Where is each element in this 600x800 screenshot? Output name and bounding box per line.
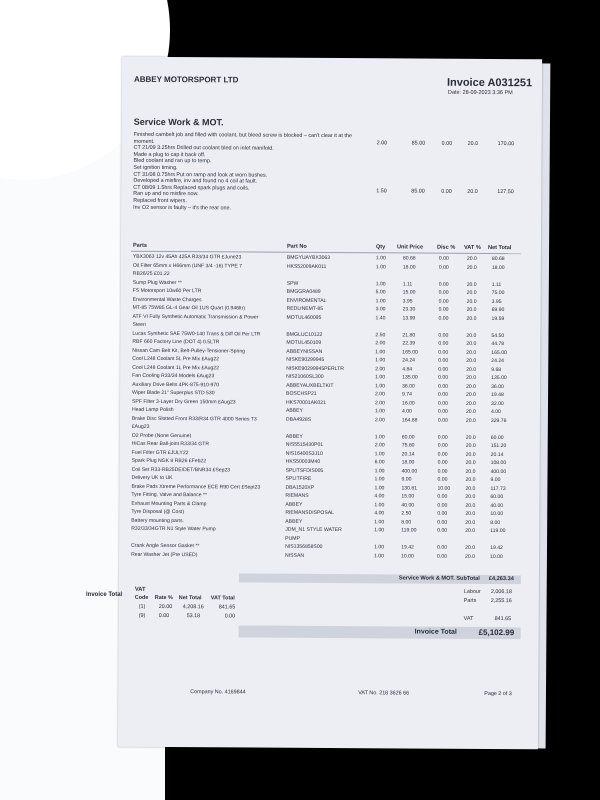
header-unit-price: Unit Price [396,244,424,251]
part-number: HKS52009AK011 [286,263,327,270]
part-description: Exhaust Mounting Parts & Clamp [131,500,207,507]
part-unit-price: 60.00 [401,433,415,441]
part-vat: 20.0 [466,349,477,356]
part-description: Delivery UK to UK [131,474,173,482]
invoice-number: Invoice A031251 [446,76,533,90]
part-disc: 0.00 [438,255,449,262]
service-description-text: Finished cambelt job and filled with coolant, but bleed screw is blocked – can't clear it at the moment. CT 21/09 3.25hrs Drilled out coolant bled on inlet manifold. Made a plug to cap it back off. Bled coolant and ran up to temp. Set ignition timing. CT 31/08 0.75hrs Put on ramp and look at worn bushes. Developed a misfire, inv and found no 4 coil at fault. CT 08/09 1.5hrs Replaced spark plugs and coils. Ran up and no misfire now. Replaced front wipers. Inv O2 sensor is faulty – it's the rear one. [133,131,352,211]
service-description [133,132,358,212]
part-description: Coil Set R33-RB25DE/DET/BNR34 £Sep23 [131,466,231,473]
part-vat: 20.0 [465,519,476,526]
part-unit-price: 40.00 [401,501,415,509]
part-qty: 1.00 [374,552,385,559]
part-description: Brake Pads Xtreme Performance ECE R90 Cert £Sept23 [131,483,261,491]
part-description: Steeri [132,321,146,328]
part-description: Tyre Disposal (@ Cost) [131,508,185,516]
part-net-total: 10.00 [490,510,504,518]
part-disc: 0.00 [437,408,448,415]
part-disc: 0.00 [437,519,448,526]
parts-label: Parts [463,597,477,604]
part-net-total: 165.00 [491,349,507,356]
part-net-total: 60.00 [490,493,504,501]
part-disc: 0.00 [437,434,448,441]
part-unit-price: 8.00 [401,518,412,525]
part-number: PUMP [285,535,300,542]
vat-number: VAT No. 218 3626 66 [358,690,410,697]
part-net-total: 3.95 [491,298,502,305]
part-net-total: 9.68 [491,366,502,373]
part-net-total: 1.11 [491,281,502,288]
part-number: NIS5515430P01 [285,441,324,448]
section-title: Service Work & MOT. [133,116,224,128]
part-unit-price: 130.81 [401,484,418,492]
part-number: NIS16400S3J10 [285,450,323,457]
labour-price: 85.00 [411,140,426,147]
part-description: SPF Filter 3-Layer Dry Green 150mm £Aug23 [131,398,236,405]
part-description: MT-85 75W85 GL-4 Gear Oil 1US Quart (0.946ltr) [132,304,245,312]
part-description: Battery mounting parts. [131,517,184,524]
part-unit-price: 22.39 [402,340,416,347]
vat-label: VAT [463,615,474,622]
part-net-total: 4.00 [490,408,501,416]
vat-row-rate: 0.00 [158,612,170,620]
part-description: Crank Angle Sensor Gasket ** [131,542,200,550]
part-unit-price: 2.50 [401,510,412,517]
header-parts: Parts [132,242,147,249]
part-unit-price: 18.00 [402,263,416,271]
part-number: MOTUL460095 [286,314,322,321]
part-unit-price: 3.95 [402,297,413,305]
part-vat: 20.0 [466,289,477,296]
part-vat: 20.0 [466,264,477,271]
part-vat: 20.0 [466,383,477,390]
part-net-total: 54.50 [491,332,505,339]
part-vat: 20.0 [466,374,477,381]
part-number: ABBEY [285,407,303,414]
part-vat: 20.0 [465,493,476,500]
part-vat: 20.0 [465,485,476,492]
part-qty: 6.00 [374,459,385,466]
vat-header-vat: VAT Total [210,595,235,602]
part-description: Fuel Filter GTR £JULY22 [131,449,189,456]
part-unit-price: 10.00 [401,552,414,560]
part-disc: 0.00 [438,281,449,288]
invoice-total-value: £5,102.99 [478,627,515,638]
part-number: BMGGRA0489 [286,288,321,295]
part-unit-price: 15.00 [401,493,415,500]
part-number: ENVIROMENTAL [286,297,327,304]
part-number: SPLITSFDIS005 [285,467,324,474]
part-disc: 0.00 [438,366,449,373]
part-vat: 20.0 [465,400,476,407]
part-unit-price: 9.00 [401,476,412,483]
part-number: ABBEY [285,433,303,440]
part-qty: 1.00 [375,297,386,304]
part-disc: 0.00 [437,553,448,560]
part-unit-price: 9.74 [402,391,412,398]
vat-row-code: (1) [138,603,146,610]
part-disc: 0.00 [437,459,448,466]
subtotal-value: £4,263.34 [488,575,514,583]
part-net-total: 75.00 [491,289,505,297]
part-qty: 2.00 [375,340,386,347]
part-unit-price: 21.80 [402,331,416,339]
part-qty: 2.00 [374,399,385,406]
company-number: Company No. 4169844 [190,689,246,696]
part-qty: 1.00 [374,527,385,534]
invoice-total-side-label: Invoice Total [86,592,123,598]
part-description: £Aug23 [131,423,150,430]
part-net-total: 24.24 [491,357,505,365]
part-unit-price: 1.11 [402,280,413,288]
vat-row-vat: 841.65 [218,604,236,611]
part-disc: 0.00 [437,442,448,449]
part-net-total: 32.00 [490,400,504,407]
part-description: YBX3063 12v 45Ah 425A R33/34 GTR £June23 [132,253,242,261]
part-description: Tyre Fitting, Valve and Balance ** [131,491,207,499]
labour-vat: 20.0 [467,140,479,147]
part-vat: 20.0 [466,391,476,398]
part-vat: 20.0 [465,442,476,449]
part-qty: 1.00 [375,348,386,355]
part-description: O2 Probe (None Genuine) [131,432,192,439]
invoice-total-bar [239,625,521,639]
part-unit-price: 23.30 [402,306,416,313]
part-number: HKS70001AK021 [285,399,326,406]
part-net-total: 9.00 [490,476,501,484]
part-vat: 20.0 [465,544,476,551]
part-unit-price: 4.84 [402,365,413,373]
part-disc: 0.00 [438,298,449,305]
part-net-total: 60.00 [490,434,504,441]
part-qty: 2.50 [375,331,386,338]
part-qty: 1.00 [374,518,385,525]
part-number: ABBEY [285,501,303,508]
part-net-total: 151.20 [490,442,507,450]
part-qty: 1.00 [374,484,385,491]
part-net-total: 10.00 [490,553,503,560]
part-unit-price: 24.24 [402,357,416,364]
vat-heading: VAT [134,586,146,593]
header-net-total: Net Total [487,244,512,252]
part-number: HKS50003M40 [285,458,321,465]
invoice-date: Date: 28-09-2023 3:36 PM [447,89,513,97]
part-qty: 1.00 [375,382,386,389]
vat-row-code: (9) [138,612,146,619]
part-description: Cool L248 Coolant 1L Pre Mix £Aug22 [132,364,219,371]
part-number: MOTUL450109 [286,339,322,346]
part-qty: 1.00 [375,374,386,381]
part-qty: 3.00 [375,306,386,313]
part-vat: 20.0 [465,476,476,483]
part-description: Brake Disc Slotted Front R33/R34 GTR 4000 Series T3 [131,415,257,423]
part-net-total: 18.00 [491,264,505,271]
subtotal-label: Service Work & MOT. SubTotal [398,575,480,582]
part-unit-price: 16.00 [401,399,415,407]
part-number: ABBEYNISSAN [286,348,323,355]
part-net-total: 20.14 [490,451,504,458]
company-name: ABBEY MOTORSPORT LTD [133,74,239,85]
part-description: Lucas Synthetic SAE 75W0-140 Trans & Diff Oil Per LTR [132,330,261,338]
labour-total: 127.50 [497,189,514,196]
part-vat: 20.0 [466,357,477,364]
labour-price: 85.00 [411,188,425,195]
part-unit-price: 400.00 [401,467,418,475]
part-number: RIEMANSDISPOSAL [285,509,335,517]
part-number: SPLITFIRE [285,475,312,482]
part-disc: 0.00 [437,400,448,407]
part-description: Rear Washer Jet (Pre USED) [131,551,198,558]
header-vat: VAT % [463,244,481,251]
labour-total: 170.00 [497,141,515,148]
part-vat: 20.0 [465,468,476,475]
part-disc: 0.00 [437,510,448,517]
part-disc: 10.00 [437,485,451,492]
parts-value: 2,255.16 [490,597,512,605]
part-number: ABBEY [285,518,303,525]
part-unit-price: 19.42 [401,544,414,551]
labour-qty: 2.00 [376,140,388,147]
part-disc: 0.00 [437,468,448,475]
header-qty: Qty [375,244,386,251]
part-number: SPW [286,280,299,287]
vat-row-rate: 20.00 [158,603,173,611]
labour-disc: 0.00 [441,140,453,147]
part-unit-price: 18.00 [401,459,415,466]
part-vat: 20.0 [465,417,476,424]
part-description: R32/33/34GTR N1 Style Water Pump [131,525,216,533]
part-qty: 1.00 [374,433,385,440]
part-net-total: 329.76 [490,417,507,424]
part-qty: 1.00 [374,450,385,457]
part-number: DBA4928S [285,416,312,423]
part-qty: 2.00 [375,365,386,372]
vat-row-vat: 0.00 [224,613,236,620]
part-net-total: 69.90 [491,306,505,314]
part-number: NIS1356858S00 [285,543,323,550]
part-vat: 20.0 [465,527,476,534]
part-net-total: 44.78 [491,340,505,348]
part-disc: 0.00 [437,527,448,534]
parts-row [119,551,539,561]
part-net-total: 108.00 [490,459,507,467]
part-vat: 20.0 [466,340,477,347]
part-disc: 0.00 [438,391,448,398]
part-vat: 20.0 [466,332,477,339]
vat-header-net: Net Total [178,595,202,602]
part-qty: 4.00 [374,510,385,517]
part-qty: 4.00 [374,493,385,500]
part-unit-price: 13.99 [402,314,416,322]
part-disc: 0.00 [438,332,449,339]
part-disc: 0.00 [437,417,448,424]
part-number: RIEMANS [285,492,309,499]
part-number: ABBEYAUXBELTKIT [286,382,334,389]
part-unit-price: 4.00 [401,408,412,415]
part-disc: 0.00 [438,340,449,347]
part-qty: 1.00 [375,255,386,262]
header-part-no: Part No [286,243,307,250]
invoice-page [118,57,542,750]
part-description: Cool L248 Coolant 5L Pre Mix £Aug22 [132,355,220,363]
part-disc: 0.00 [438,349,449,356]
part-unit-price: 36.00 [402,382,415,390]
part-net-total: 117.73 [490,485,506,492]
part-disc: 0.00 [437,476,448,483]
part-unit-price: 135.00 [402,374,418,381]
part-net-total: 19.42 [490,544,503,552]
part-description: FS Motorsport 10w60 Per LTR [132,287,202,295]
part-description: Oil Filter 65mm x H66mm (UNF 3/4 -16) TYPE 7 [132,262,243,269]
part-unit-price: 20.14 [401,450,415,458]
part-net-total: 400.00 [490,468,507,475]
labour-vat: 20.0 [467,188,478,195]
part-description: HiCas Rear Ball-joint R33/34 GTR [131,440,210,448]
part-description: RBF 660 Factory Line (DOT 4) 0.5LTR [132,338,220,346]
part-qty: 1.40 [375,314,386,321]
vat-row-net: 53.18 [186,613,201,620]
part-qty: 2.00 [375,391,385,398]
part-qty: 1.00 [375,357,386,364]
part-description: ATF VI Fully Synthetic Automatic Transmission & Power [132,313,259,321]
subtotal-bar [239,573,521,584]
part-disc: 0.00 [438,383,449,390]
part-number: NISSAN [285,552,305,559]
part-description: Spark Plug NGK 8 RB26 £Feb22 [131,457,207,465]
part-qty: 1.00 [375,280,386,287]
part-unit-price: 80.68 [402,255,416,262]
part-qty: 1.00 [374,467,385,474]
part-description: RB26/25 £01.22 [132,270,170,278]
part-net-total: 19.59 [491,315,505,322]
vat-header-rate: Rate % [154,594,173,602]
part-qty: 1.00 [374,408,385,415]
part-vat: 20.0 [465,553,476,560]
part-qty: 2.00 [374,442,385,449]
part-number: JDM_N1 STYLE WATER [285,526,342,534]
part-net-total: 80.68 [491,255,505,263]
part-vat: 20.0 [465,502,476,509]
part-disc: 0.00 [437,502,448,509]
part-qty: 1.00 [375,263,386,270]
part-description: Fan Cooling R33/34 Models £Aug23 [132,372,215,380]
part-number: REDLINEMT-85 [286,305,324,312]
part-disc: 0.00 [437,451,448,458]
part-vat: 20.0 [466,298,477,305]
vat-row-net: 4,208.16 [182,604,204,611]
part-net-total: 135.00 [491,374,507,382]
page-number: Page 2 of 3 [484,690,512,698]
part-number: DBA1520XP [285,484,315,491]
part-vat: 20.0 [466,281,477,288]
part-description: Nissan Cam Belt Kit, Belt-Pulley-Tensioner-Spring [132,347,246,354]
part-unit-price: 165.00 [402,348,418,356]
part-qty: 1.00 [374,544,385,551]
part-disc: 0.00 [437,544,448,551]
part-description: Environmental Waste Charges [132,296,202,303]
part-disc: 0.00 [438,306,449,313]
part-unit-price: 15.00 [402,289,416,296]
part-number: NISKE90299945 [286,356,325,363]
labour-disc: 0.00 [441,188,452,195]
vat-header-code: Code [134,594,149,601]
part-description: Head Lamp Polish [131,406,174,414]
labour-qty: 1.50 [376,188,387,195]
part-vat: 20.0 [466,306,477,313]
labour-label: Labour [463,588,481,595]
part-net-total: 36.00 [491,383,504,390]
part-unit-price: 164.88 [401,416,418,424]
part-number: NISKE90299945PERLTR [286,365,344,372]
labour-value: 2,006.18 [490,588,512,596]
header-disc: Disc % [436,244,456,251]
part-net-total: 19.48 [491,391,504,399]
part-qty: 2.00 [374,416,385,423]
part-disc: 0.00 [438,289,449,296]
part-unit-price: 119.00 [401,527,417,534]
invoice-total-label: Invoice Total [414,628,457,636]
part-description: Wiper Blade 21" Superplus STD 530 [132,389,215,397]
part-description: Auxiliary Drive Belts 4PK-875-910-970 [132,381,220,388]
part-vat: 20.0 [465,434,476,441]
part-disc: 0.00 [437,493,448,500]
part-net-total: 40.00 [490,502,504,509]
part-disc: 0.00 [438,357,449,364]
part-vat: 20.0 [465,510,476,517]
part-disc: 0.00 [438,264,449,271]
part-number: NIS21060SL300 [286,373,324,380]
vat-value: 841.65 [494,616,512,623]
part-number: BOSCHSP21 [286,390,317,397]
part-vat: 20.0 [466,315,477,322]
part-number: BMGYUAYBX3063 [286,254,331,261]
part-vat: 20.0 [466,255,477,262]
part-number: BMGLUC10122 [286,331,323,338]
part-vat: 20.0 [466,366,477,373]
part-qty: 5.00 [375,289,386,296]
part-net-total: 8.00 [490,519,501,526]
part-description: Sump Plug Washer ** [132,279,182,286]
part-disc: 0.00 [438,374,449,381]
part-vat: 20.0 [465,459,476,466]
part-vat: 20.0 [465,408,476,415]
part-qty: 1.00 [374,501,385,508]
part-unit-price: 75.60 [401,442,415,449]
part-disc: 0.00 [438,315,449,322]
part-net-total: 119.00 [490,527,506,535]
part-vat: 20.0 [465,451,476,458]
part-qty: 1.00 [374,476,385,483]
